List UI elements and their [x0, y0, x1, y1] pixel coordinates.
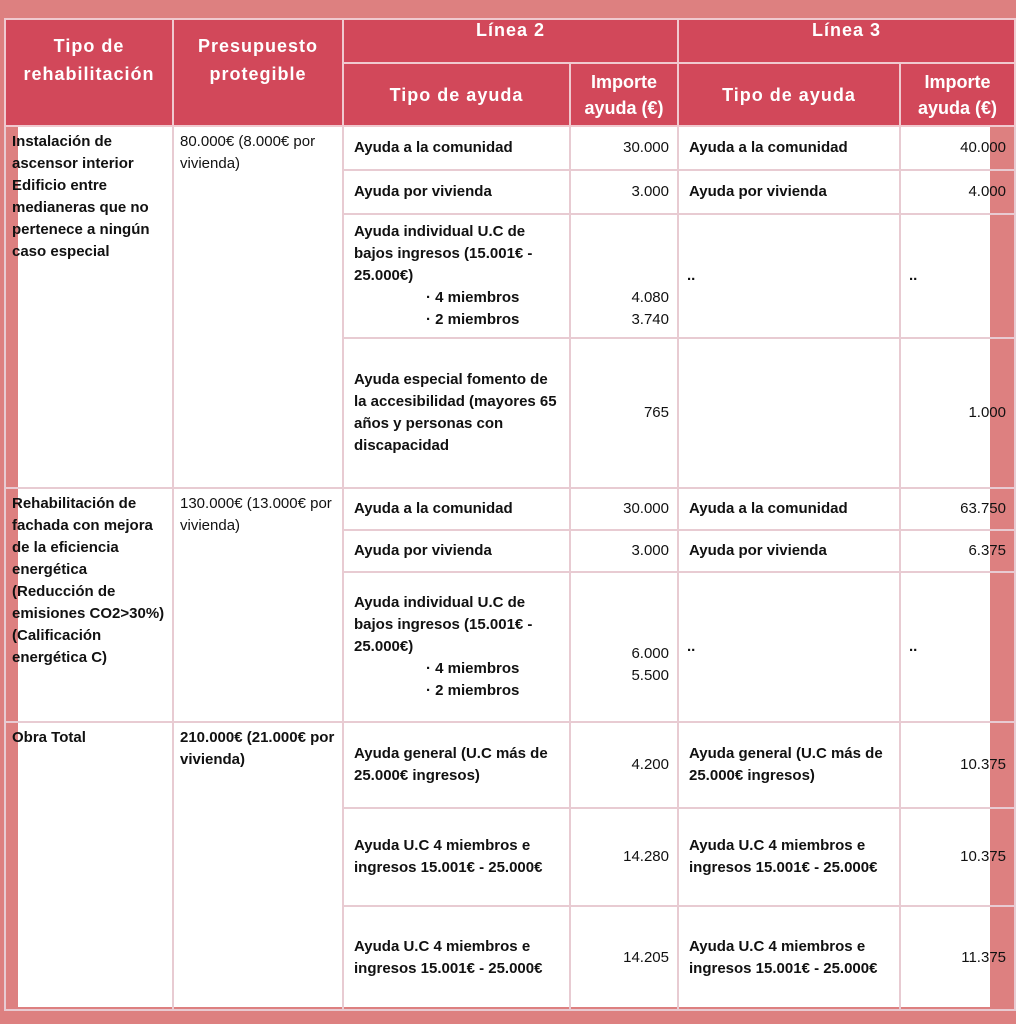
l3-aid-type: Ayuda por vivienda [678, 530, 900, 572]
sub-item: · 4 miembros [354, 658, 559, 680]
l2-amount [570, 214, 678, 338]
l3-amount: 10.375 [900, 808, 1015, 906]
l2-amount: 30.000 [570, 126, 678, 170]
l3-aid-type: Ayuda U.C 4 miembros e ingresos 15.001€ - 25.000€ [678, 906, 900, 1010]
l3-amount: 63.750 [900, 488, 1015, 530]
l2-aid-type: Ayuda U.C 4 miembros e ingresos 15.001€ - 25.000€ [343, 808, 570, 906]
header-l2-importe: Importe ayuda (€) [570, 63, 678, 126]
rehab-type-cell: Rehabilitación de fachada con mejora de la eficiencia energética (Reducción de emisiones CO2>30%) (Calificación energética C) [5, 488, 173, 722]
l2-aid-type: Ayuda por vivienda [343, 170, 570, 214]
l2-amount: 30.000 [570, 488, 678, 530]
header-l3-tipo-ayuda: Tipo de ayuda [678, 63, 900, 126]
l2-aid-type-text: Ayuda individual U.C de bajos ingresos (15.001€ - 25.000€) [354, 223, 533, 284]
aid-table-frame [12, 18, 1006, 1007]
l2-aid-type [343, 214, 570, 338]
sub-amount: 3.740 [631, 311, 669, 328]
header-l2-tipo-ayuda: Tipo de ayuda [343, 63, 570, 126]
l2-aid-type-text: Ayuda individual U.C de bajos ingresos (15.001€ - 25.000€) [354, 594, 533, 655]
sub-item: · 4 miembros [354, 287, 559, 309]
l3-aid-type: Ayuda U.C 4 miembros e ingresos 15.001€ - 25.000€ [678, 808, 900, 906]
budget-cell: 130.000€ (13.000€ por vivienda) [173, 488, 343, 722]
l2-aid-type: Ayuda especial fomento de la accesibilidad (mayores 65 años y personas con discapacidad [343, 338, 570, 488]
sub-amount: 4.080 [631, 289, 669, 306]
rehab-type-cell: Obra Total [5, 722, 173, 1010]
header-l3-importe: Importe ayuda (€) [900, 63, 1015, 126]
table-row [5, 488, 1015, 530]
header-linea-3: Línea 3 [678, 19, 1015, 63]
sub-item: · 2 miembros [354, 680, 559, 702]
l2-amount: 3.000 [570, 530, 678, 572]
sub-amount: 6.000 [631, 645, 669, 662]
l3-amount: 1.000 [900, 338, 1015, 488]
l3-aid-type: Ayuda a la comunidad [678, 488, 900, 530]
l3-amount: .. [900, 214, 1015, 338]
header-linea-2: Línea 2 [343, 19, 678, 63]
aid-table [4, 18, 1016, 1011]
l2-aid-type: Ayuda a la comunidad [343, 126, 570, 170]
sub-amount: 5.500 [631, 667, 669, 684]
header-tipo-rehabilitacion: Tipo de rehabilitación [5, 19, 173, 126]
l2-amount [570, 572, 678, 722]
l2-amount: 3.000 [570, 170, 678, 214]
l2-amount: 14.205 [570, 906, 678, 1010]
table-row [5, 126, 1015, 170]
l3-amount: 40.000 [900, 126, 1015, 170]
l2-amount: 4.200 [570, 722, 678, 808]
rehab-type-cell: Instalación de ascensor interior Edificio entre medianeras que no pertenece a ningún caso especial [5, 126, 173, 488]
l3-amount: 4.000 [900, 170, 1015, 214]
l3-aid-type: Ayuda por vivienda [678, 170, 900, 214]
budget-cell: 80.000€ (8.000€ por vivienda) [173, 126, 343, 488]
l3-amount: .. [900, 572, 1015, 722]
l3-aid-type [678, 338, 900, 488]
l3-amount: 11.375 [900, 906, 1015, 1010]
header-presupuesto: Presupuesto protegible [173, 19, 343, 126]
l3-aid-type: .. [678, 572, 900, 722]
l2-amount: 765 [570, 338, 678, 488]
l2-aid-type: Ayuda por vivienda [343, 530, 570, 572]
l3-aid-type: Ayuda general (U.C más de 25.000€ ingresos) [678, 722, 900, 808]
l2-aid-type [343, 572, 570, 722]
table-row [5, 722, 1015, 808]
l3-aid-type: Ayuda a la comunidad [678, 126, 900, 170]
l2-amount: 14.280 [570, 808, 678, 906]
sub-item: · 2 miembros [354, 309, 559, 331]
l2-aid-type: Ayuda U.C 4 miembros e ingresos 15.001€ - 25.000€ [343, 906, 570, 1010]
l3-amount: 10.375 [900, 722, 1015, 808]
l2-aid-type: Ayuda a la comunidad [343, 488, 570, 530]
l2-aid-type: Ayuda general (U.C más de 25.000€ ingresos) [343, 722, 570, 808]
l3-aid-type: .. [678, 214, 900, 338]
budget-cell: 210.000€ (21.000€ por vivienda) [173, 722, 343, 1010]
l3-amount: 6.375 [900, 530, 1015, 572]
